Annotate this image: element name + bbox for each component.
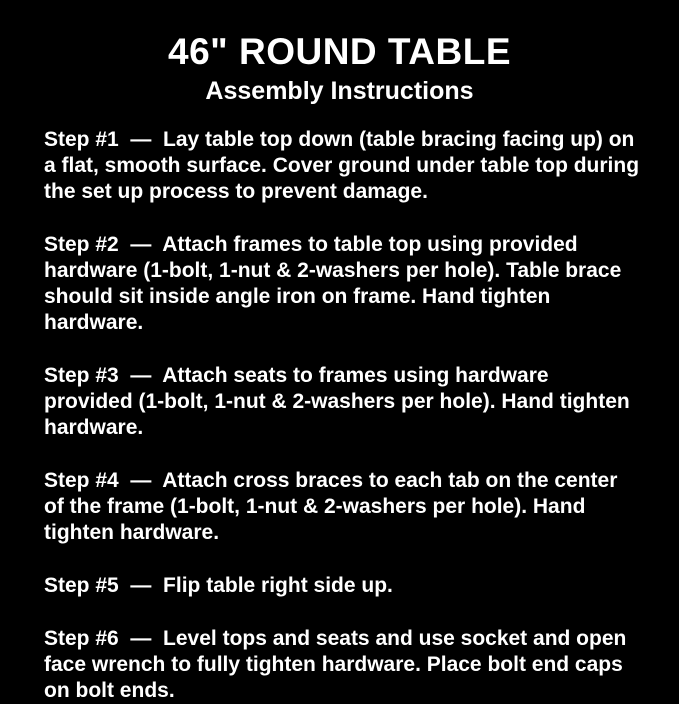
instruction-step-1: Step #1 — Lay table top down (table bracing facing up) on a flat, smooth surface. Cover ground under table top during the set up process to prevent damage. — [44, 128, 645, 204]
page-title: 46" ROUND TABLE — [168, 31, 511, 72]
instruction-step-2: Step #2 — Attach frames to table top using provided hardware (1-bolt, 1-nut & 2-washers per hole). Table brace should sit inside angle iron on frame. Hand tighten hardware. — [44, 233, 628, 335]
page-subtitle: Assembly Instructions — [205, 76, 474, 105]
instruction-step-6: Step #6 — Level tops and seats and use socket and open face wrench to fully tighten hardware. Place bolt end caps on bolt ends. — [44, 627, 633, 703]
instruction-step-5: Step #5 — Flip table right side up. — [44, 574, 393, 598]
steps-list — [44, 127, 645, 704]
instruction-step-4: Step #4 — Attach cross braces to each tab on the center of the frame (1-bolt, 1-nut & 2-washers per hole). Hand tighten hardware. — [44, 469, 624, 545]
header — [0, 32, 679, 105]
instruction-step-3: Step #3 — Attach seats to frames using hardware provided (1-bolt, 1-nut & 2-washers per hole). Hand tighten hardware. — [44, 364, 636, 440]
